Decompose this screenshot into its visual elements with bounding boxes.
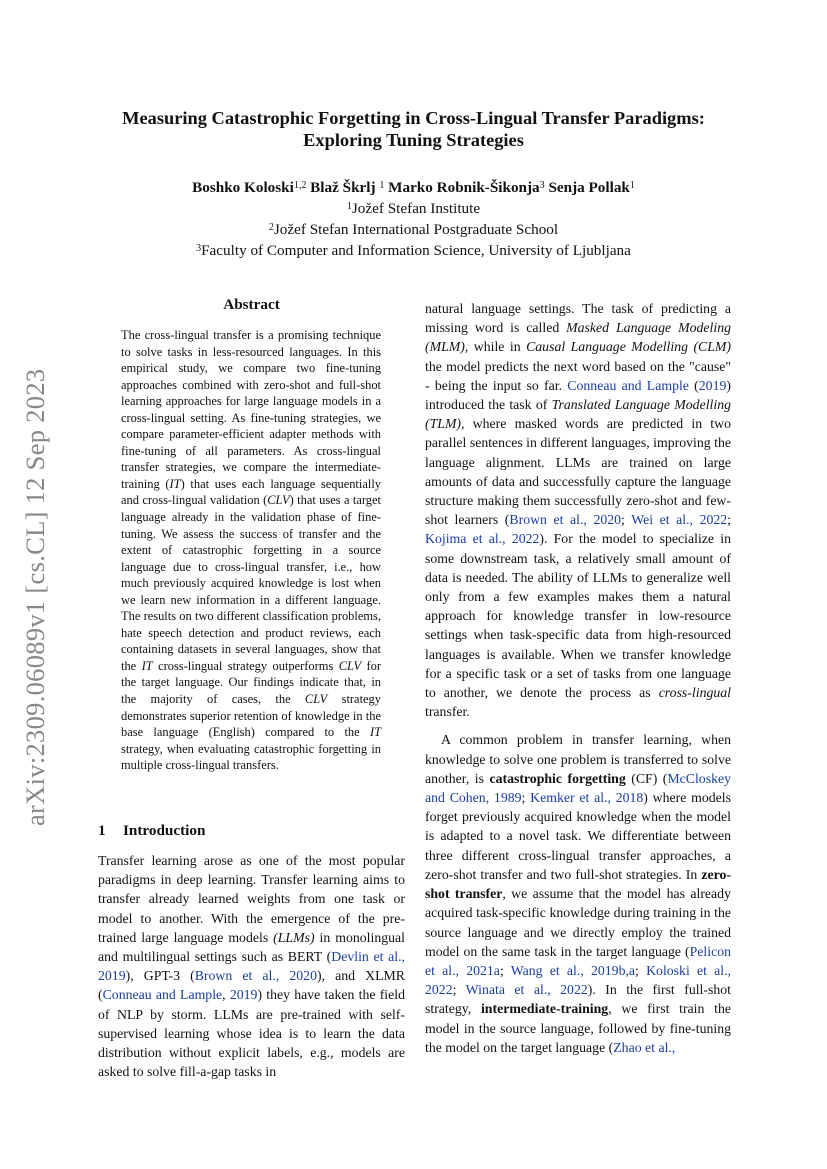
abstract-term: IT (169, 476, 181, 491)
body-text: A common problem in transfer learning, when knowledge to solve one problem is transferred to solve another, is (425, 732, 731, 786)
body-text: natural language settings. The task of predicting a missing word is called (425, 301, 731, 336)
body-text: ; (521, 790, 531, 806)
arxiv-identifier: arXiv:2309.06089v1 [cs.CL] 12 Sep 2023 (20, 368, 50, 826)
title-line-1: Measuring Catastrophic Forgetting in Cross-Lingual Transfer Paradigms: (122, 108, 705, 128)
affiliation-number: 2 (268, 222, 274, 233)
citation-link[interactable]: Koloski et al., 2022 (425, 962, 731, 998)
abstract-text: strategy, when evaluating catastrophic forgetting in multiple cross-lingual transfers. (121, 741, 381, 773)
abstract-text: ) that uses each language sequentially and cross-lingual validation ( (121, 476, 381, 508)
body-text: ; (621, 512, 632, 528)
abstract-text: cross-lingual strategy outperforms (152, 658, 339, 673)
citation-link[interactable]: McCloskey and Cohen, 1989 (425, 770, 731, 806)
citation-link[interactable]: 2019 (698, 377, 727, 393)
abstract-text: ) that uses a target language already in the validation phase of fine-tuning. We assess the success of transfer and the extent of catastrophic forgetting in a source language due to cross-lingual transfer, i.e., how much previously acquired knowledge is lost when we learn new information in a different language. The results on two different classification problems, hate speech detection and product reviews, each containing datasets in several languages, show that the (121, 493, 381, 673)
citation-link[interactable]: Kojima et al., 2022 (425, 531, 540, 547)
author-name: Marko Robnik-Šikonja (388, 179, 540, 196)
body-text: , we first train the model in the source language, followed by fine-tuning the model on the target language ( (425, 1001, 731, 1055)
emphasis-term: Translated Language Modelling (TLM) (425, 397, 731, 432)
affiliation (0, 219, 827, 240)
body-text: , where masked words are predicted in two parallel sentences in different languages, improving the language alignment. LLMs are trained on large amounts of data and successfully capture the language structure making them successfully zero-shot and few-shot learners ( (425, 416, 731, 528)
abstract-term: CLV (267, 493, 290, 508)
body-text: (CF) ( (625, 770, 668, 786)
bold-term: zero-shot transfer (425, 866, 731, 902)
citation-link[interactable]: Winata et al., 2022 (465, 982, 588, 998)
section-heading (98, 822, 205, 840)
author-list (0, 177, 827, 198)
body-text: ) introduced the task of (425, 377, 731, 413)
author-affiliation-mark: 1 (379, 180, 385, 191)
affiliation-text: Jožef Stefan Institute (351, 200, 481, 217)
affiliation-text: Jožef Stefan International Postgraduate School (273, 221, 559, 238)
body-text: ( (688, 377, 699, 393)
author-block (0, 177, 827, 261)
intro-paragraph-right-1 (425, 299, 731, 721)
body-text: the model predicts the next word based on the "cause" - being the input so far. (425, 358, 731, 393)
affiliation-number: 1 (346, 201, 352, 212)
abstract-text: The cross-lingual transfer is a promising technique to solve tasks in less-resourced languages. In this empirical study, we compare two fine-tuning approaches combined with zero-shot and full-shot learning approaches for large language models in a cross-lingual setting. As fine-tuning strategies, we compare parameter-efficient adapter methods with fine-tuning of all parameters. As cross-lingual transfer strategies, we compare the intermediate-training ( (121, 328, 381, 491)
section-title: Introduction (123, 822, 206, 839)
affiliation (0, 198, 827, 219)
body-text: in monolingual and multilingual settings such as BERT ( (98, 929, 405, 965)
citation-link[interactable]: Devlin et al., 2019 (98, 949, 405, 984)
intro-paragraph-left (98, 851, 405, 1081)
emphasis-term: (LLMs) (273, 929, 315, 945)
body-text: , we assume that the model has already acquired task-specific knowledge during training in the source language and we directly employ the trained model on the same task in the target language ( (425, 886, 731, 959)
body-text: ) they have taken the field of NLP by storm. LLMs are pre-trained with self-supervised learning whose idea is to learn the data distribution without explicit labels, e.g., models are asked to solve fill-a-gap tasks in (98, 987, 405, 1080)
abstract-body (121, 327, 381, 774)
citation-link[interactable]: Brown et al., 2020 (509, 512, 622, 528)
title-line-2: Exploring Tuning Strategies (303, 130, 524, 150)
abstract-term: IT (141, 658, 153, 673)
body-text: Transfer learning arose as one of the most popular paradigms in deep learning. Transfer learning aims to transfer already learned weights from one task or model to another. With the emergence of the pre-trained large language models (98, 853, 405, 945)
paper-title (0, 107, 827, 151)
body-text: , while in (464, 339, 527, 355)
intro-paragraph-right-2 (425, 730, 731, 1056)
citation-link[interactable]: Conneau and Lample (102, 987, 223, 1003)
author-name: Blaž Škrlj (310, 179, 376, 196)
abstract-heading: Abstract (223, 296, 280, 313)
citation-link[interactable]: Conneau and Lample (567, 377, 689, 393)
body-text: transfer. (425, 704, 470, 720)
body-text: ). In the first full-shot strategy, (425, 982, 731, 1017)
emphasis-term: Causal Language Modelling (CLM) (526, 339, 732, 355)
author-name: Senja Pollak (548, 179, 630, 196)
body-text: ; (727, 512, 732, 528)
body-text: ; (499, 962, 511, 978)
author-affiliation-mark: 1,2 (293, 180, 307, 191)
abstract-text: strategy demonstrates superior retention of knowledge in the base language (English) compared to the (121, 692, 381, 740)
author-affiliation-mark: 3 (539, 180, 545, 191)
section-number: 1 (98, 822, 106, 839)
bold-term: catastrophic forgetting (489, 770, 626, 786)
body-text: , (222, 987, 230, 1003)
citation-link[interactable]: 2019 (229, 987, 258, 1003)
author-name: Boshko Koloski (192, 179, 294, 196)
abstract-term: CLV (304, 692, 328, 707)
citation-link[interactable]: Wang et al., 2019b,a (510, 962, 636, 978)
body-text: ) where models forget previously acquired knowledge when the model is adapted to a novel task. We differentiate between three different cross-lingual transfer approaches, a zero-shot transfer and two full-shot strategies. In (425, 790, 731, 882)
body-text: ; (635, 962, 647, 978)
affiliation-text: Faculty of Computer and Information Science, University of Ljubljana (201, 242, 631, 259)
citation-link[interactable]: Pelicon et al., 2021a (425, 943, 731, 978)
citation-link[interactable]: Wei et al., 2022 (631, 512, 728, 528)
bold-term: intermediate-training (480, 1001, 609, 1017)
right-column (425, 299, 731, 1057)
affiliation (0, 240, 827, 261)
body-text: ). For the model to specialize in some downstream task, a relatively small amount of data is needed. The ability of LLMs to generalize well only from a few examples makes them a natural approach for knowledge transfer in low-resource settings when task-specific data from high-resourced languages is available. When we transfer knowledge for a specific task or a set of tasks from one language to another, we denote the process as (425, 531, 731, 701)
body-text: ), and XLMR ( (98, 968, 406, 1003)
body-text: ; (452, 982, 466, 998)
affiliation-number: 3 (196, 243, 202, 254)
abstract-text: for the target language. Our findings indicate that, in the majority of cases, the (121, 658, 381, 707)
body-text: ), GPT-3 ( (125, 968, 195, 984)
citation-link[interactable]: Kemker et al., 2018 (530, 790, 644, 806)
emphasis-term: Masked Language Modeling (MLM) (425, 320, 731, 355)
emphasis-term: cross-lingual (658, 685, 731, 701)
author-affiliation-mark: 1 (629, 180, 635, 191)
abstract-term: CLV (338, 658, 362, 673)
citation-link[interactable]: Zhao et al., (613, 1039, 676, 1055)
abstract-term: IT (369, 725, 381, 740)
citation-link[interactable]: Brown et al., 2020 (194, 968, 317, 984)
